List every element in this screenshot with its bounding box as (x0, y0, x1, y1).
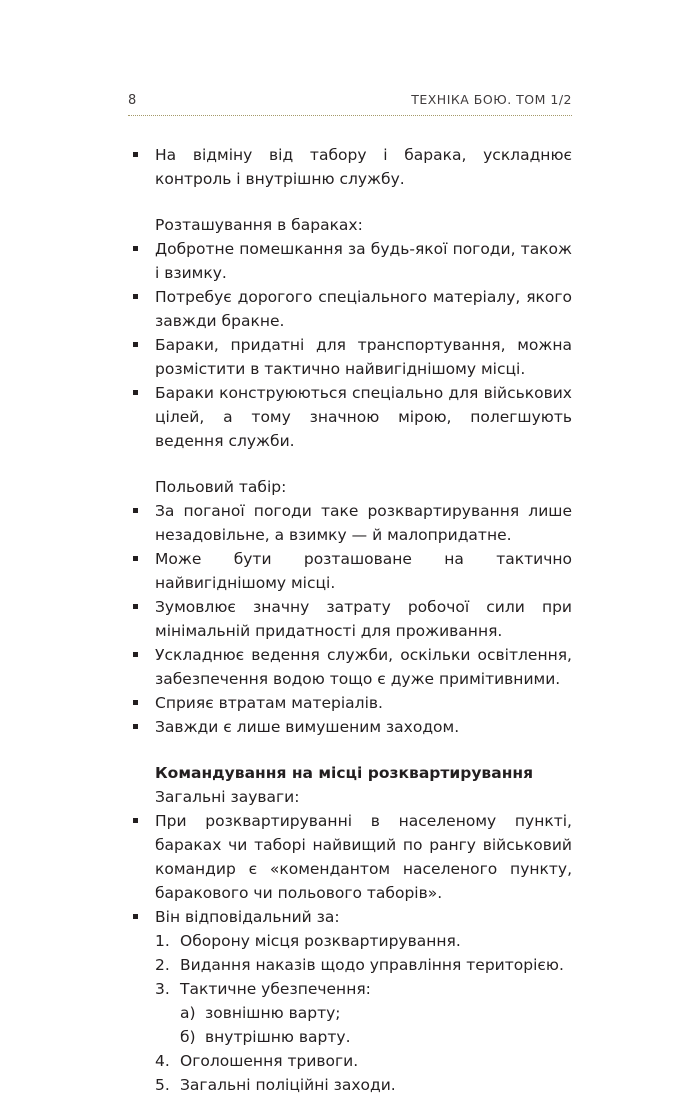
bullet-item (128, 143, 572, 191)
numbered-item (155, 977, 572, 1001)
number-marker: 5. (155, 1076, 170, 1094)
bullet-square-icon (128, 499, 155, 547)
list-item-text: зовнішню варту; (205, 1004, 341, 1022)
bullet-text: Потребує дорогого спеціального матеріалу, якого завжди бракне. (155, 288, 572, 330)
bullet-text: Зумовлює значну затрату робочої сили при мінімальній придатності для проживання. (155, 598, 572, 640)
bullet-item (128, 499, 572, 547)
page-header (128, 92, 572, 115)
bullet-text: Добротне помешкання за будь-якої погоди, також і взимку. (155, 240, 572, 282)
bullet-text: Сприяє втратам матеріалів. (155, 694, 383, 712)
bullet-square-icon (128, 285, 155, 333)
bullet-square-icon (128, 547, 155, 595)
numbered-item (155, 929, 572, 953)
lettered-item (180, 1025, 572, 1049)
bullet-square-icon (128, 381, 155, 453)
letter-marker: б) (180, 1028, 196, 1046)
running-title: ТЕХНІКА БОЮ. ТОМ 1/2 (411, 92, 572, 107)
bullet-text: Бараки, придатні для транспортування, можна розмістити в тактично найвигіднішому місці. (155, 336, 572, 378)
bullet-item (128, 285, 572, 333)
bullet-text: При розквартируванні в населеному пункті, бараках чи таборі найвищий по рангу військовий командир є «комендантом населеного пункту, баракового чи польового таборів». (155, 812, 572, 902)
numbered-item (155, 1049, 572, 1073)
bullet-text: Ускладнює ведення служби, оскільки освітлення, забезпечення водою тощо є дуже примітивними. (155, 646, 572, 688)
numbered-item (155, 1073, 572, 1097)
page-content (128, 143, 572, 1097)
bullet-square-icon (128, 715, 155, 739)
bullet-square-icon (128, 905, 155, 929)
list-item-text: внутрішню варту. (205, 1028, 351, 1046)
lettered-item (180, 1001, 572, 1025)
header-rule-divider (128, 115, 572, 116)
letter-marker: а) (180, 1004, 196, 1022)
bullet-item (128, 643, 572, 691)
bullet-text: Бараки конструюються спеціально для військових цілей, а тому значною мірою, полегшують ведення служби. (155, 384, 572, 450)
bullet-square-icon (128, 809, 155, 905)
numbered-item (155, 953, 572, 977)
list-item-text: Оборону місця розквартирування. (180, 932, 461, 950)
bullet-text: Він відповідальний за: (155, 908, 340, 926)
section-heading: Командування на місці розквартирування (155, 764, 534, 782)
bullet-square-icon (128, 237, 155, 285)
bullet-item (128, 237, 572, 285)
number-marker: 1. (155, 932, 170, 950)
bullet-item (128, 381, 572, 453)
bullet-square-icon (128, 143, 155, 191)
bullet-text: Завжди є лише вимушеним заходом. (155, 718, 460, 736)
bullet-item (128, 691, 572, 715)
bullet-item (128, 547, 572, 595)
section-label: Польовий табір: (155, 478, 287, 496)
bullet-item (128, 333, 572, 381)
bullet-square-icon (128, 691, 155, 715)
page-number: 8 (128, 93, 137, 108)
bullet-text: За поганої погоди таке розквартирування лише незадовільне, а взимку — й малопридатне. (155, 502, 572, 544)
bullet-text: На відміну від табору і барака, ускладнює контроль і внутрішню службу. (155, 146, 572, 188)
bullet-item (128, 809, 572, 905)
list-item-text: Загальні поліційні заходи. (180, 1076, 396, 1094)
number-marker: 4. (155, 1052, 170, 1070)
number-marker: 2. (155, 956, 170, 974)
bullet-item (128, 595, 572, 643)
bullet-square-icon (128, 333, 155, 381)
section-label: Розташування в бараках: (155, 216, 363, 234)
number-marker: 3. (155, 980, 170, 998)
bullet-item (128, 715, 572, 739)
bullet-item (128, 905, 572, 929)
list-item-text: Тактичне убезпечення: (180, 980, 371, 998)
bullet-square-icon (128, 595, 155, 643)
list-item-text: Видання наказів щодо управління територією. (180, 956, 564, 974)
list-item-text: Оголошення тривоги. (180, 1052, 359, 1070)
bullet-text: Може бути розташоване на тактично найвигіднішому місці. (155, 550, 572, 592)
bullet-square-icon (128, 643, 155, 691)
section-label: Загальні зауваги: (155, 788, 300, 806)
